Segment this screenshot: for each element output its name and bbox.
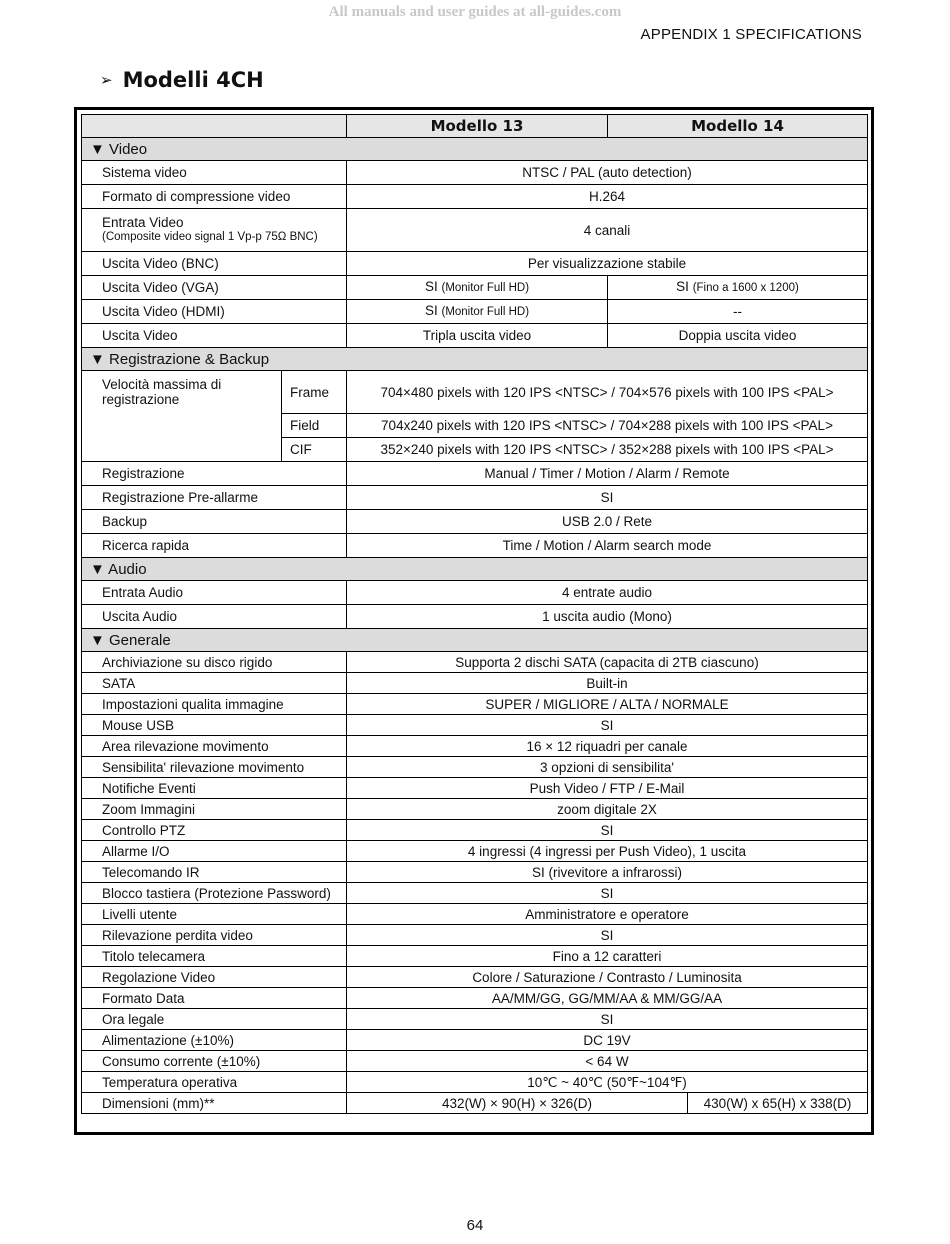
- section-row-recording: [82, 348, 868, 371]
- row-value: 352×240 pixels with 120 IPS <NTSC> / 352×288 pixels with 100 IPS <PAL>: [347, 438, 868, 462]
- spec-table-frame: [74, 107, 874, 1135]
- row-value: SI: [347, 1009, 868, 1030]
- table-row: [82, 694, 868, 715]
- row-label: Regolazione Video: [82, 967, 347, 988]
- value-text: SI: [676, 279, 689, 294]
- value-model13: Tripla uscita video: [347, 324, 608, 348]
- table-row: [82, 841, 868, 862]
- row-value: 4 canali: [347, 209, 868, 252]
- table-row: [82, 371, 868, 414]
- row-value: 1 uscita audio (Mono): [347, 605, 868, 629]
- table-row: [82, 883, 868, 904]
- row-value: SI: [347, 925, 868, 946]
- row-label: Mouse USB: [82, 715, 347, 736]
- row-value: SI: [347, 883, 868, 904]
- row-value: 10℃ ~ 40℃ (50℉~104℉): [347, 1072, 868, 1093]
- row-label-note: (Composite video signal 1 Vp-p 75Ω BNC): [102, 231, 318, 243]
- row-label: Titolo telecamera: [82, 946, 347, 967]
- row-label: Dimensioni (mm)**: [82, 1093, 347, 1114]
- spec-table: [81, 114, 868, 1114]
- value-model13: [347, 276, 608, 300]
- row-label: Telecomando IR: [82, 862, 347, 883]
- table-header-row: [82, 115, 868, 138]
- table-row: [82, 967, 868, 988]
- arrow-bullet-icon: ➢: [100, 71, 113, 89]
- row-label: Formato Data: [82, 988, 347, 1009]
- sub-label: CIF: [282, 438, 347, 462]
- row-label: Temperatura operativa: [82, 1072, 347, 1093]
- row-label: Backup: [82, 510, 347, 534]
- page-number: 64: [466, 1217, 484, 1234]
- row-value: Fino a 12 caratteri: [347, 946, 868, 967]
- row-value: Push Video / FTP / E-Mail: [347, 778, 868, 799]
- row-label: Formato di compressione video: [82, 185, 347, 209]
- row-label: Registrazione: [82, 462, 347, 486]
- watermark: All manuals and user guides at all-guides.com: [328, 4, 622, 20]
- table-row: [82, 820, 868, 841]
- row-label: Registrazione Pre-allarme: [82, 486, 347, 510]
- table-row: [82, 673, 868, 694]
- table-row: [82, 486, 868, 510]
- table-row: [82, 757, 868, 778]
- table-row: [82, 736, 868, 757]
- table-row: [82, 252, 868, 276]
- row-value: 4 entrate audio: [347, 581, 868, 605]
- value-note: (Monitor Full HD): [441, 282, 530, 294]
- table-row: [82, 778, 868, 799]
- row-label: Sensibilita' rilevazione movimento: [82, 757, 347, 778]
- table-row: [82, 715, 868, 736]
- row-label: Ora legale: [82, 1009, 347, 1030]
- value-model14: 430(W) x 65(H) x 338(D): [688, 1093, 868, 1114]
- table-row: [82, 946, 868, 967]
- row-label: Impostazioni qualita immagine: [82, 694, 347, 715]
- table-row: [82, 1030, 868, 1051]
- table-row: [82, 510, 868, 534]
- row-value: Per visualizzazione stabile: [347, 252, 868, 276]
- value-model14: [608, 276, 868, 300]
- row-value: DC 19V: [347, 1030, 868, 1051]
- table-row: [82, 652, 868, 673]
- row-value: SI (rivevitore a infrarossi): [347, 862, 868, 883]
- row-label: Uscita Video (VGA): [82, 276, 347, 300]
- row-value: SI: [347, 486, 868, 510]
- section-row-video: [82, 138, 868, 161]
- row-label: Entrata Audio: [82, 581, 347, 605]
- table-row: [82, 1009, 868, 1030]
- sub-label: Field: [282, 414, 347, 438]
- table-row: [82, 1093, 868, 1114]
- row-value: H.264: [347, 185, 868, 209]
- row-value: SI: [347, 715, 868, 736]
- value-note: (Fino a 1600 x 1200): [692, 282, 799, 294]
- table-row: [82, 1072, 868, 1093]
- row-label: Notifiche Eventi: [82, 778, 347, 799]
- value-model13: [347, 300, 608, 324]
- row-value: 3 opzioni di sensibilita': [347, 757, 868, 778]
- table-row: [82, 276, 868, 300]
- row-value: Amministratore e operatore: [347, 904, 868, 925]
- value-model14: --: [608, 300, 868, 324]
- row-value: SUPER / MIGLIORE / ALTA / NORMALE: [347, 694, 868, 715]
- table-row: [82, 1051, 868, 1072]
- table-row: [82, 988, 868, 1009]
- row-value: 704x240 pixels with 120 IPS <NTSC> / 704×288 pixels with 100 IPS <PAL>: [347, 414, 868, 438]
- column-header-model14: Modello 14: [608, 115, 868, 138]
- page-header: APPENDIX 1 SPECIFICATIONS: [640, 26, 862, 43]
- section-heading: [100, 68, 264, 92]
- row-label: Allarme I/O: [82, 841, 347, 862]
- column-header-model13: Modello 13: [347, 115, 608, 138]
- row-label: Livelli utente: [82, 904, 347, 925]
- row-value: Built-in: [347, 673, 868, 694]
- row-label: Entrata Video: [102, 215, 184, 230]
- table-row: [82, 534, 868, 558]
- row-value: NTSC / PAL (auto detection): [347, 161, 868, 185]
- table-row: [82, 324, 868, 348]
- row-value: zoom digitale 2X: [347, 799, 868, 820]
- row-label: Sistema video: [82, 161, 347, 185]
- row-value: AA/MM/GG, GG/MM/AA & MM/GG/AA: [347, 988, 868, 1009]
- section-label-video: ▼ Video: [82, 138, 868, 161]
- row-label: Uscita Video (HDMI): [82, 300, 347, 324]
- row-label: Velocità massima di registrazione: [82, 371, 282, 462]
- row-label: Archiviazione su disco rigido: [82, 652, 347, 673]
- row-label: Zoom Immagini: [82, 799, 347, 820]
- row-label: Uscita Video: [82, 324, 347, 348]
- table-row: [82, 462, 868, 486]
- section-title: Modelli 4CH: [122, 68, 264, 92]
- value-text: SI: [424, 279, 438, 294]
- row-label: Uscita Video (BNC): [82, 252, 347, 276]
- table-row: [82, 605, 868, 629]
- value-text: SI: [424, 303, 438, 318]
- value-note: (Monitor Full HD): [441, 306, 530, 318]
- table-row: [82, 581, 868, 605]
- row-label: Uscita Audio: [82, 605, 347, 629]
- row-value: < 64 W: [347, 1051, 868, 1072]
- table-row: [82, 185, 868, 209]
- row-value: SI: [347, 820, 868, 841]
- row-label: Blocco tastiera (Protezione Password): [82, 883, 347, 904]
- row-label: Consumo corrente (±10%): [82, 1051, 347, 1072]
- row-value: Colore / Saturazione / Contrasto / Luminosita: [347, 967, 868, 988]
- table-row: [82, 161, 868, 185]
- table-row: [82, 799, 868, 820]
- row-value: 4 ingressi (4 ingressi per Push Video), 1 uscita: [347, 841, 868, 862]
- row-label: Area rilevazione movimento: [82, 736, 347, 757]
- row-value: USB 2.0 / Rete: [347, 510, 868, 534]
- section-row-general: [82, 629, 868, 652]
- section-label-audio: ▼ Audio: [82, 558, 868, 581]
- table-row: [82, 925, 868, 946]
- row-label-video-input: [82, 209, 347, 252]
- table-row: [82, 904, 868, 925]
- table-row: [82, 209, 868, 252]
- row-value: 704×480 pixels with 120 IPS <NTSC> / 704×576 pixels with 100 IPS <PAL>: [347, 371, 868, 414]
- table-row: [82, 300, 868, 324]
- section-row-audio: [82, 558, 868, 581]
- row-value: Supporta 2 dischi SATA (capacita di 2TB ciascuno): [347, 652, 868, 673]
- row-label: SATA: [82, 673, 347, 694]
- row-label: Controllo PTZ: [82, 820, 347, 841]
- table-row: [82, 862, 868, 883]
- value-model14: Doppia uscita video: [608, 324, 868, 348]
- value-model13: 432(W) × 90(H) × 326(D): [347, 1093, 688, 1114]
- header-empty-cell: [82, 115, 347, 138]
- row-value: 16 × 12 riquadri per canale: [347, 736, 868, 757]
- row-value: Time / Motion / Alarm search mode: [347, 534, 868, 558]
- row-label: Rilevazione perdita video: [82, 925, 347, 946]
- sub-label: Frame: [282, 371, 347, 414]
- section-label-recording: ▼ Registrazione & Backup: [82, 348, 868, 371]
- section-label-general: ▼ Generale: [82, 629, 868, 652]
- row-label: Alimentazione (±10%): [82, 1030, 347, 1051]
- row-value: Manual / Timer / Motion / Alarm / Remote: [347, 462, 868, 486]
- row-label: Ricerca rapida: [82, 534, 347, 558]
